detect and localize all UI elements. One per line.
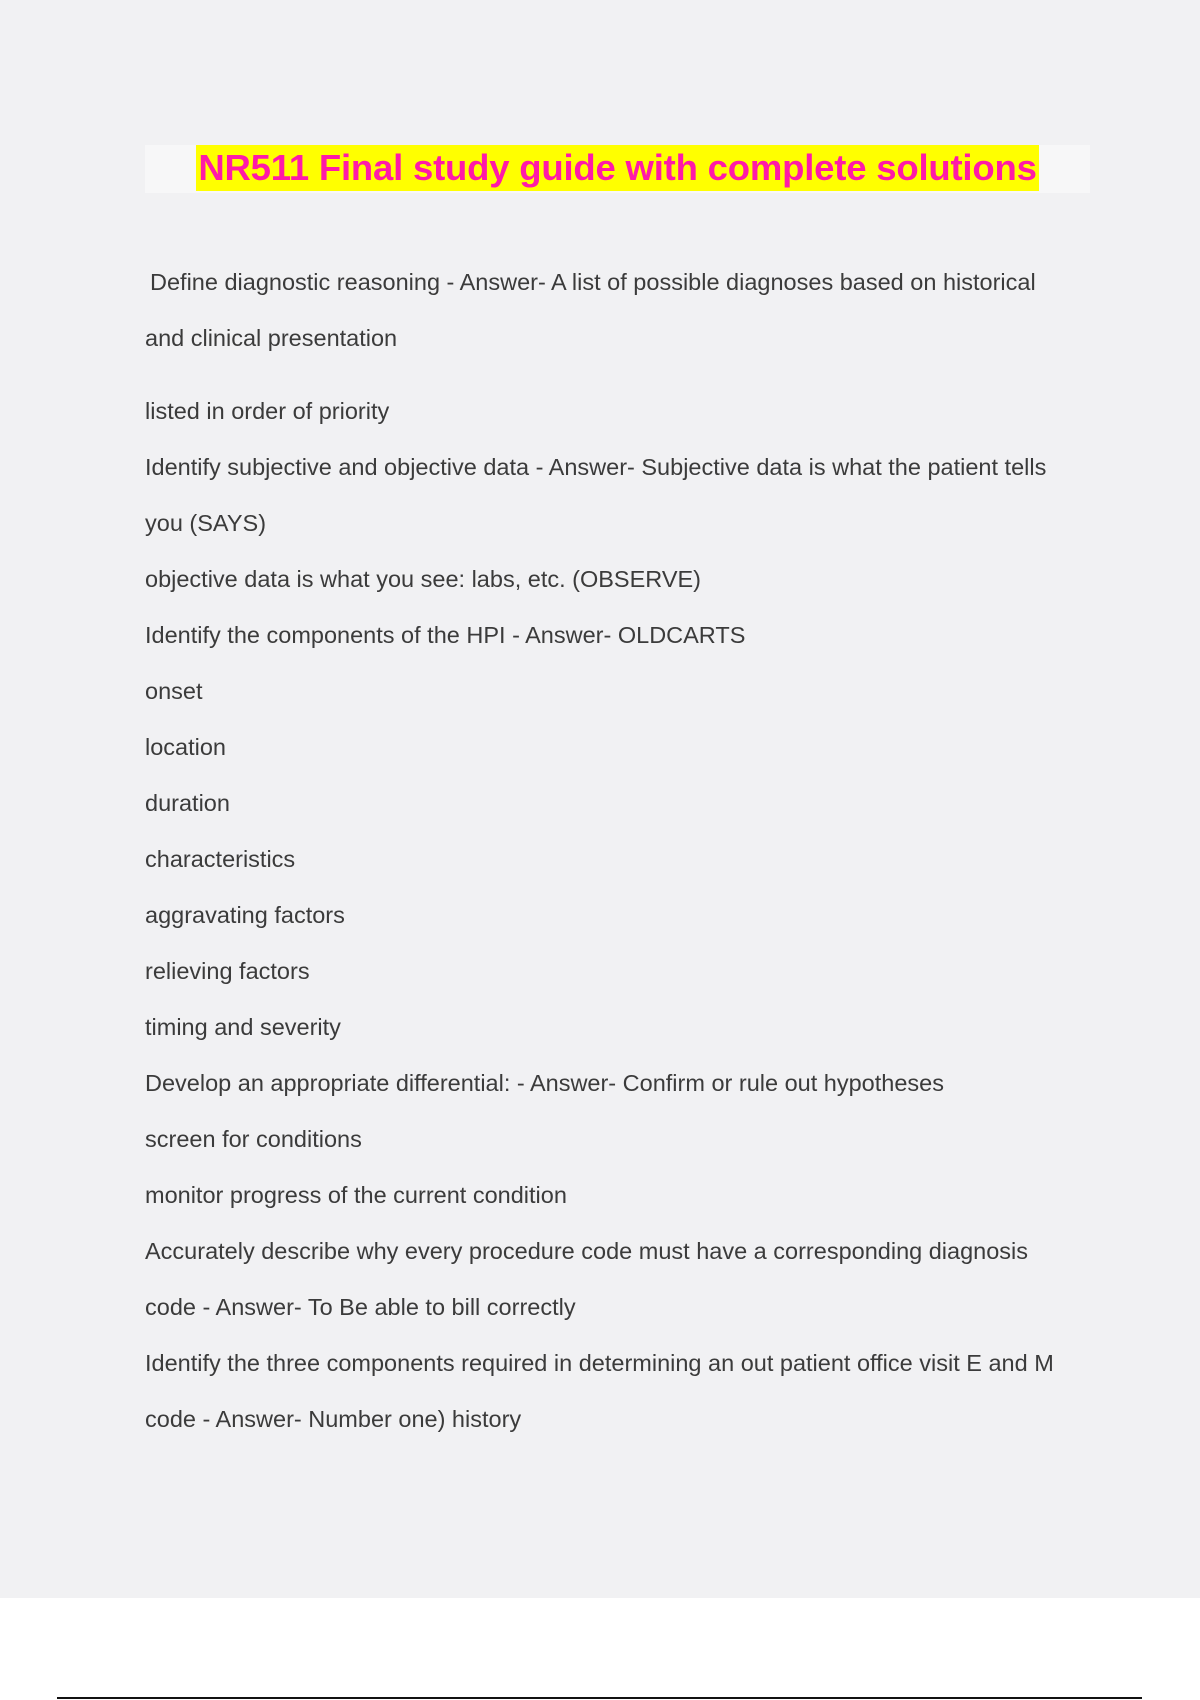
text-line: location [145, 734, 226, 760]
text-line: monitor progress of the current condition [145, 1182, 567, 1208]
document-body [145, 254, 1095, 1447]
text-line: objective data is what you see: labs, etc. (OBSERVE) [145, 566, 702, 592]
text-line: Identify the three components required in determining an out patient office visit E and M [145, 1350, 1054, 1376]
text-line: listed in order of priority [145, 398, 390, 424]
text-line: relieving factors [145, 958, 310, 984]
text-line: Define diagnostic reasoning - Answer- A list of possible diagnoses based on historical [150, 269, 1036, 295]
page-footer [0, 1598, 1200, 1700]
text-line: Identify the components of the HPI - Answer- OLDCARTS [145, 622, 746, 648]
text-line: aggravating factors [145, 902, 345, 928]
text-line: timing and severity [145, 1014, 341, 1040]
page-title: NR511 Final study guide with complete solutions [196, 145, 1038, 191]
text-line: Identify subjective and objective data - Answer- Subjective data is what the patient tells [145, 454, 1047, 480]
title-block [145, 145, 1090, 193]
text-line: characteristics [145, 846, 296, 872]
text-line: Develop an appropriate differential: - Answer- Confirm or rule out hypotheses [145, 1070, 944, 1096]
text-line: screen for conditions [145, 1126, 362, 1152]
text-line: onset [145, 678, 203, 704]
text-line: code - Answer- Number one) history [145, 1406, 522, 1432]
text-line: and clinical presentation [145, 325, 398, 351]
text-line: code - Answer- To Be able to bill correctly [145, 1294, 576, 1320]
text-line: duration [145, 790, 230, 816]
text-line: you (SAYS) [145, 510, 267, 536]
footer-divider [57, 1697, 1142, 1699]
text-line: Accurately describe why every procedure code must have a corresponding diagnosis [145, 1238, 1029, 1264]
